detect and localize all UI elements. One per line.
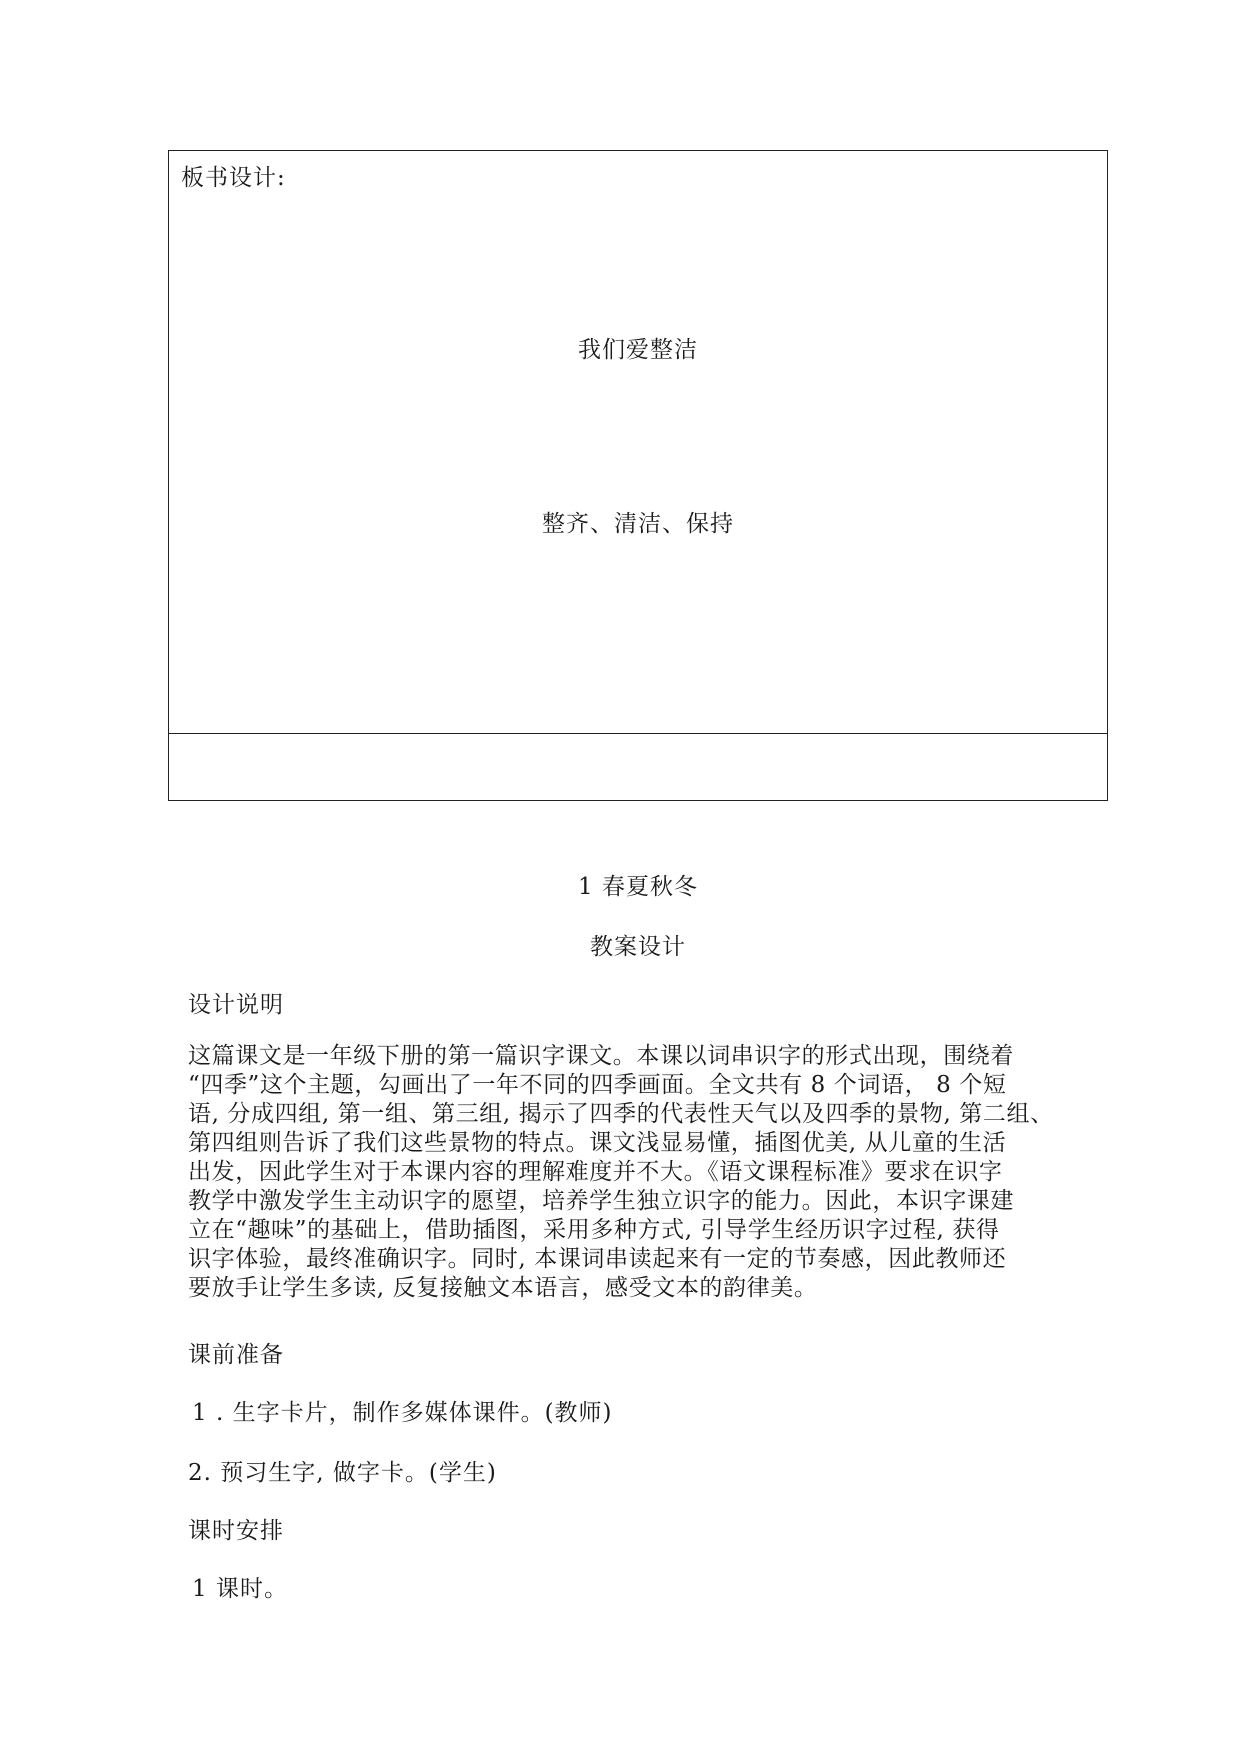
board-line-title: 我们爱整洁 xyxy=(578,337,698,363)
board-design-table xyxy=(168,150,1108,801)
schedule-item: 1 课时。 xyxy=(192,1576,288,1602)
design-line: 识字体验，最终准确识字。同时, 本课词串读起来有一定的节奏感，因此教师还 xyxy=(188,1246,1007,1272)
design-line: 立在“趣味”的基础上，借助插图，采用多种方式, 引导学生经历识字过程, 获得 xyxy=(188,1217,1000,1243)
design-line: 第四组则告诉了我们这些景物的特点。课文浅显易懂，插图优美, 从儿童的生活 xyxy=(188,1130,1007,1156)
prep-item: 2. 预习生字, 做字卡。(学生) xyxy=(188,1460,497,1486)
board-empty-cell xyxy=(169,734,1107,800)
design-line: 出发，因此学生对于本课内容的理解难度并不大。《语文课程标准》要求在识字 xyxy=(188,1159,1003,1185)
design-line: 要放手让学生多读, 反复接触文本语言，感受文本的韵律美。 xyxy=(188,1275,818,1301)
prep-heading: 课前准备 xyxy=(188,1342,284,1368)
board-design-cell xyxy=(169,151,1107,734)
design-heading: 设计说明 xyxy=(188,992,284,1018)
design-line: 这篇课文是一年级下册的第一篇识字课文。本课以词串识字的形式出现，围绕着 xyxy=(188,1043,1014,1069)
board-line-keywords: 整齐、清洁、保持 xyxy=(542,511,734,537)
design-paragraph xyxy=(188,1042,1066,1303)
board-design-label: 板书设计: xyxy=(181,165,286,191)
lesson-title: 1 春夏秋冬 xyxy=(578,874,698,900)
prep-item: 1 . 生字卡片，制作多媒体课件。(教师) xyxy=(192,1400,613,1426)
lesson-subtitle: 教案设计 xyxy=(590,934,686,960)
design-line: 教学中激发学生主动识字的愿望，培养学生独立识字的能力。因此，本识字课建 xyxy=(188,1188,1014,1214)
design-line: 语, 分成四组, 第一组、第三组, 揭示了四季的代表性天气以及四季的景物, 第二组、 xyxy=(188,1101,1054,1127)
design-line: “四季”这个主题，勾画出了一年不同的四季画面。全文共有 8 个词语， 8 个短 xyxy=(188,1072,1007,1098)
schedule-heading: 课时安排 xyxy=(188,1518,284,1544)
